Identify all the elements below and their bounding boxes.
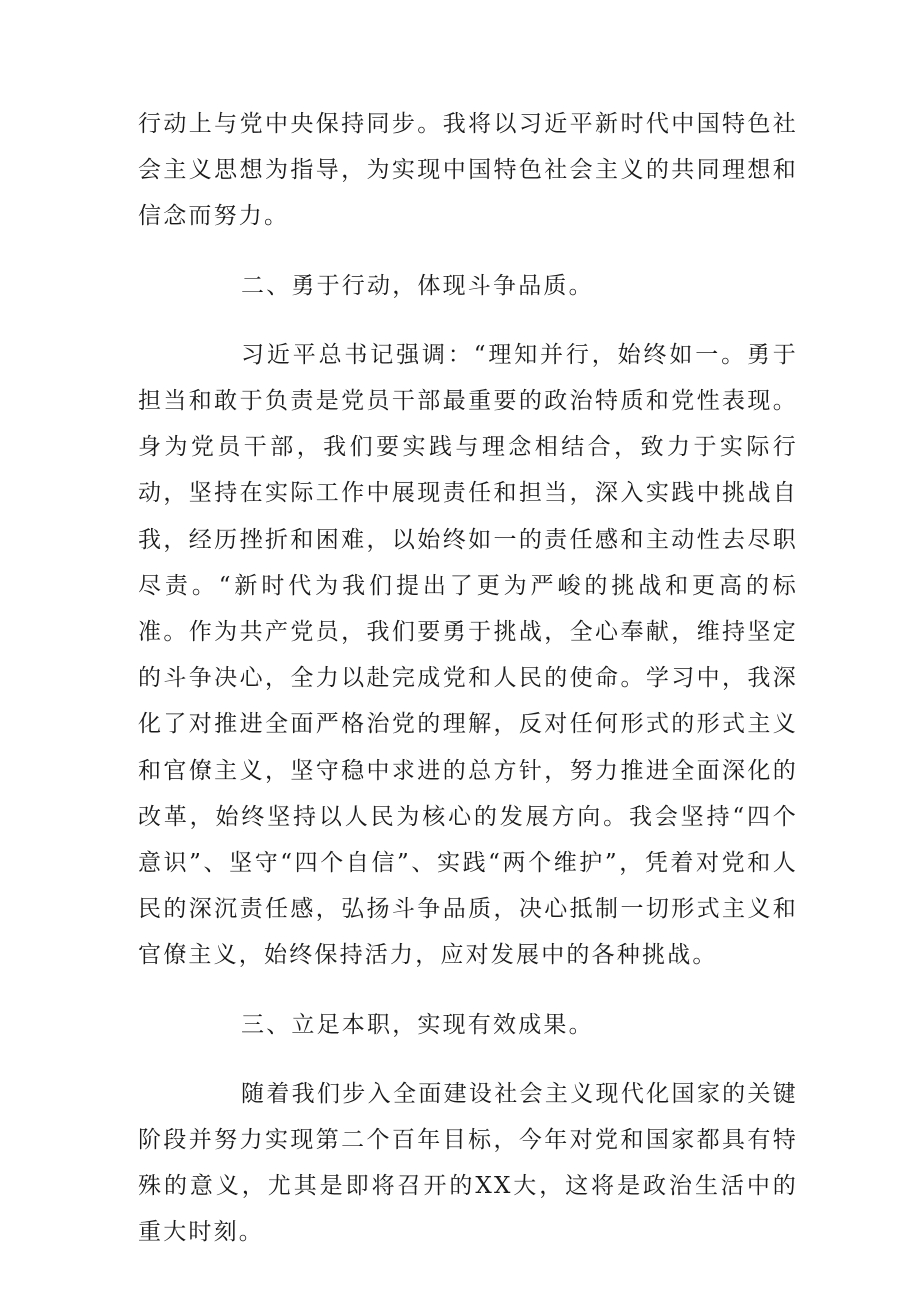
paragraph-continued: 行动上与党中央保持同步。我将以习近平新时代中国特色社会主义思想为指导，为实现中国特色社会主义的共同理想和信念而努力。 xyxy=(138,111,798,230)
section-heading-3: 三、立足本职，实现有效成果。 xyxy=(241,1011,594,1038)
paragraph-section-2-body: 习近平总书记强调：“理知并行，始终如一。勇于担当和敢于负责是党员干部最重要的政治特质和党性表现。身为党员干部，我们要实践与理念相结合，致力于实际行动，坚持在实际工作中展现责任和担当，深入实践中挑战自我，经历挫折和困难，以始终如一的责任感和主动性去尽职尽责。“新时代为我们提出了更为严峻的挑战和更高的标准。作为共产党员，我们要勇于挑战，全心奉献，维持坚定的斗争决心，全力以赴完成党和人民的使命。学习中，我深化了对推进全面严格治党的理解，反对任何形式的形式主义和官僚主义，坚守稳中求进的总方针，努力推进全面深化的改革，始终坚持以人民为核心的发展方向。我会坚持“四个意识”、坚守“四个自信”、实践“两个维护”，凭着对党和人民的深沉责任感，弘扬斗争品质，决心抵制一切形式主义和官僚主义，始终保持活力，应对发展中的各种挑战。 xyxy=(138,341,798,969)
section-heading-2: 二、勇于行动，体现斗争品质。 xyxy=(241,272,594,299)
paragraph-gap xyxy=(138,979,798,1002)
paragraph-gap xyxy=(138,1048,798,1071)
paragraph-section-3-body: 随着我们步入全面建设社会主义现代化国家的关键阶段并努力实现第二个百年目标，今年对党和国家都具有特殊的意义，尤其是即将召开的XX大，这将是政治生活中的重大时刻。 xyxy=(138,1080,798,1246)
paragraph-gap xyxy=(138,240,798,263)
document-body xyxy=(138,101,798,1256)
paragraph-gap xyxy=(138,309,798,332)
